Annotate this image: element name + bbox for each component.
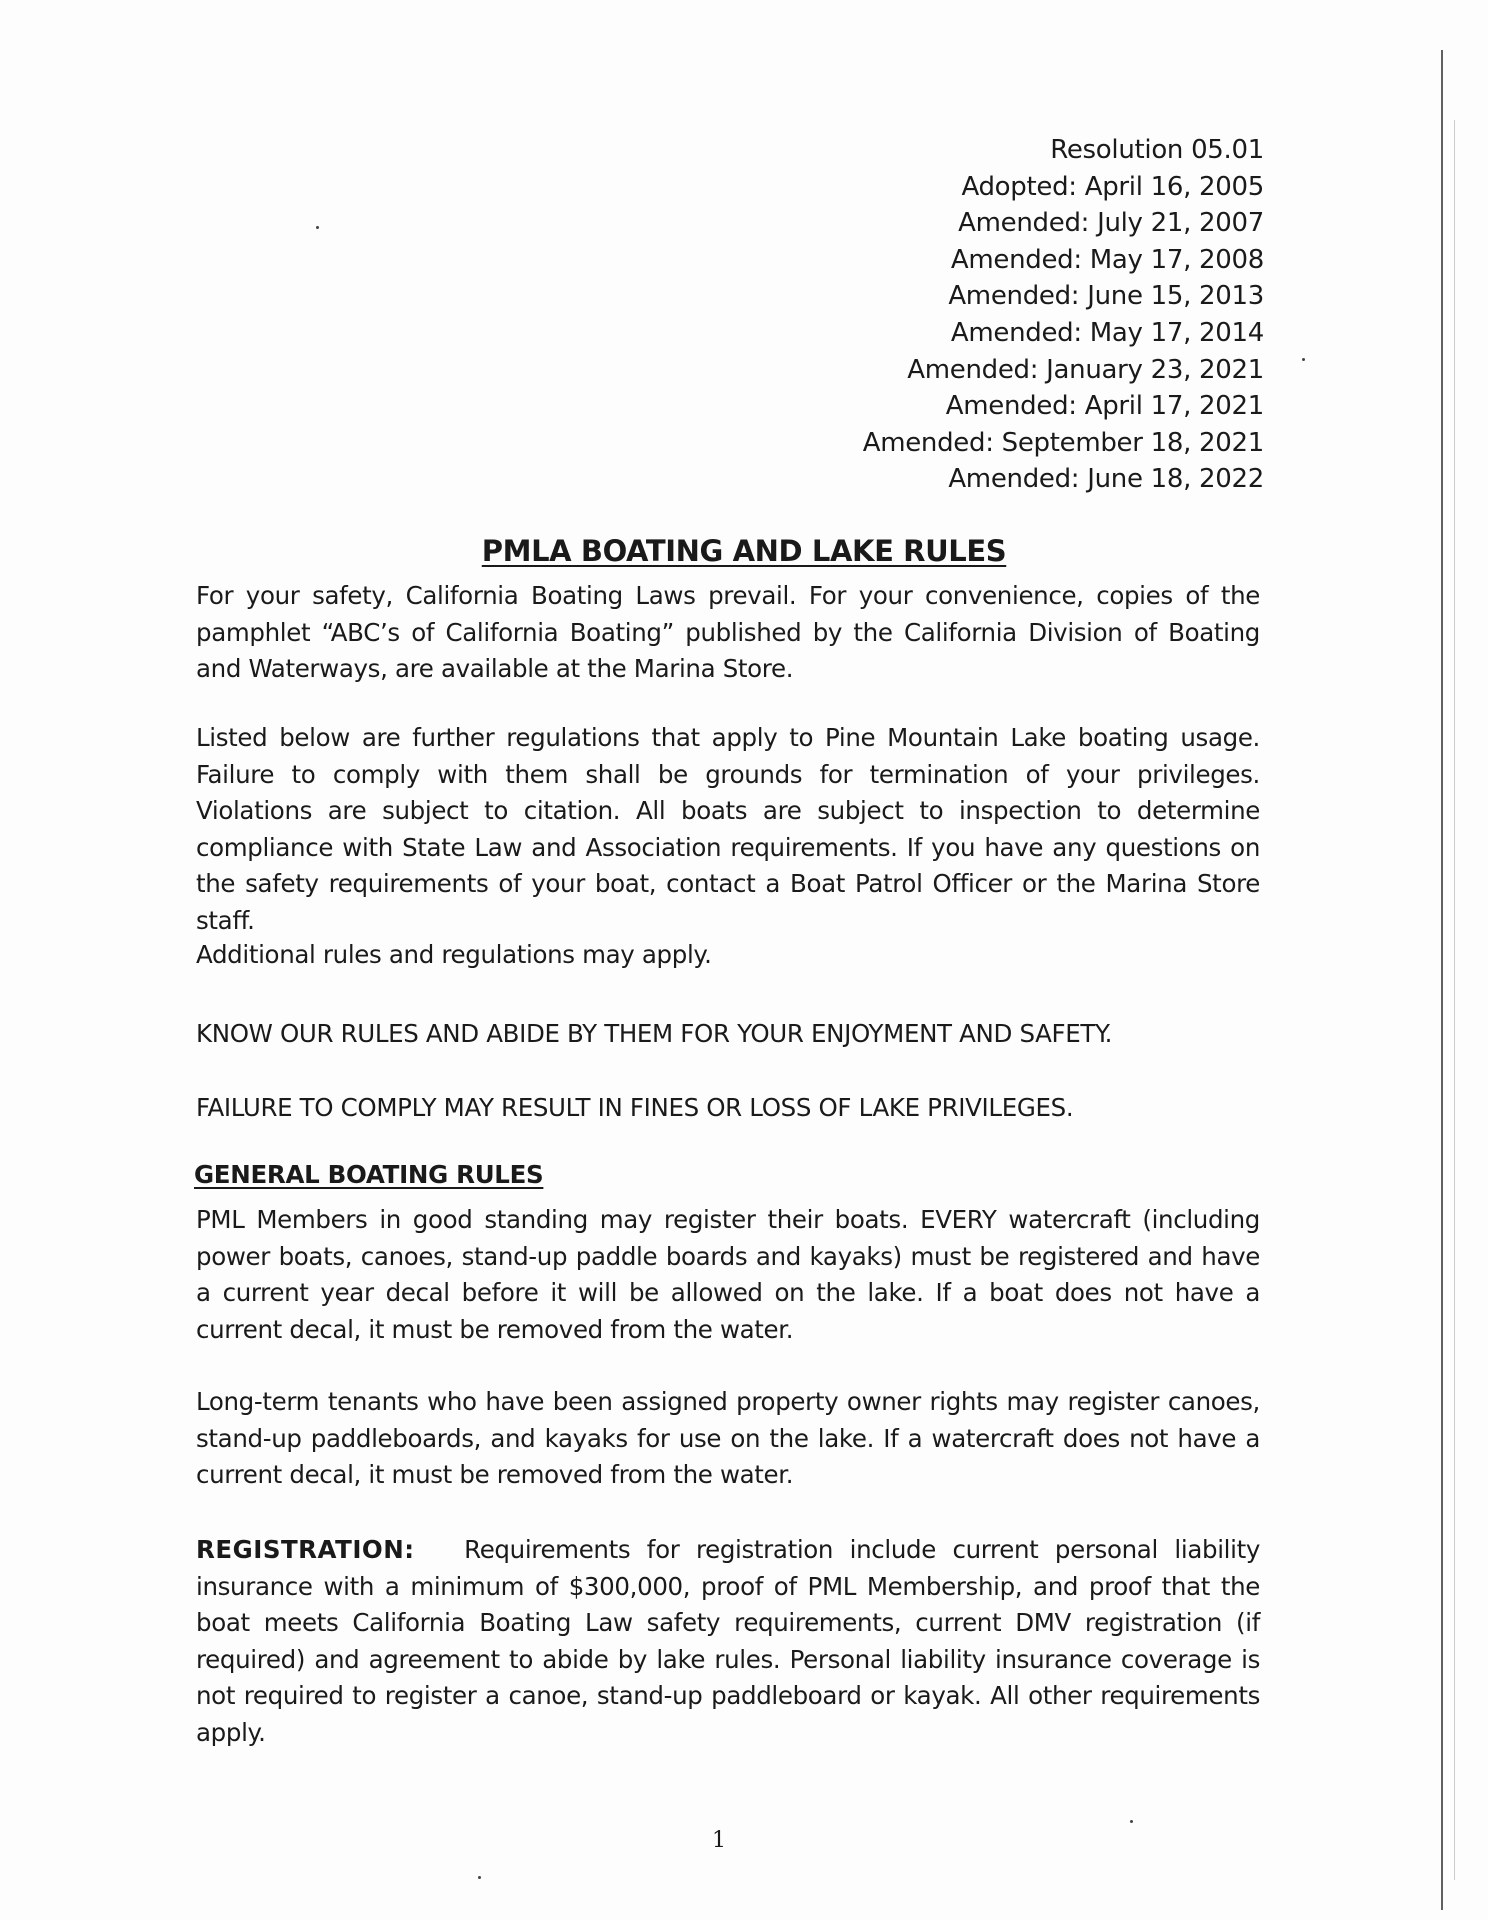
scan-speck	[1130, 1820, 1133, 1823]
amended-date: Amended: May 17, 2008	[950, 244, 1264, 275]
amended-date: Amended: June 15, 2013	[948, 281, 1264, 312]
registration-label: REGISTRATION:	[196, 1535, 415, 1564]
registration-text: Requirements for registration include current personal liability insurance with a minimum of $300,000, proof of PML Membership, and proof that the boat meets California Boating Law safety requirements, current DMV registration (if required) and agreement to abide by lake rules. Personal liability insurance coverage is not required to register a canoe, stand-up paddleboard or kayak. All other requirements apply.	[196, 1535, 1260, 1747]
resolution-number: Resolution 05.01	[1050, 135, 1264, 165]
intro-paragraph: For your safety, California Boating Laws prevail. For your convenience, copies of the pamphlet “ABC’s of California Boating” published by the California Division of Boating and Waterways, are available at the Marina Store.	[196, 581, 1260, 684]
amended-date: Amended: May 17, 2014	[950, 317, 1264, 348]
members-paragraph: PML Members in good standing may register their boats. EVERY watercraft (including power boats, canoes, stand-up paddle boards and kayaks) must be registered and have a current year decal before it will be allowed on the lake. If a boat does not have a current decal, it must be removed from the water.	[196, 1205, 1260, 1344]
tenants-paragraph: Long-term tenants who have been assigned property owner rights may register canoes, stand-up paddleboards, and kayaks for use on the lake. If a watercraft does not have a current decal, it must be removed from the water.	[196, 1387, 1260, 1490]
document-title: PMLA BOATING AND LAKE RULES	[481, 534, 1007, 568]
amendment-history	[863, 132, 1264, 498]
scan-speck	[478, 1876, 481, 1879]
know-rules-text: KNOW OUR RULES AND ABIDE BY THEM FOR YOUR ENJOYMENT AND SAFETY.	[196, 1019, 1113, 1048]
registration-paragraph	[196, 1532, 1260, 1752]
failure-warning-text: FAILURE TO COMPLY MAY RESULT IN FINES OR LOSS OF LAKE PRIVILEGES.	[196, 1093, 1074, 1122]
scan-edge-line-faint	[1454, 120, 1455, 1880]
amended-date: Amended: September 18, 2021	[862, 427, 1264, 458]
scan-speck	[1302, 358, 1305, 361]
adopted-date: Adopted: April 16, 2005	[961, 171, 1264, 202]
amended-date: Amended: January 23, 2021	[907, 354, 1264, 385]
additional-rules-text: Additional rules and regulations may apply.	[196, 940, 712, 969]
scan-speck	[316, 226, 319, 229]
general-rules-heading: GENERAL BOATING RULES	[194, 1160, 544, 1189]
scan-edge-line	[1441, 50, 1443, 1910]
amended-date: Amended: July 21, 2007	[958, 208, 1264, 239]
page-number: 1	[712, 1828, 726, 1853]
amended-date: Amended: June 18, 2022	[948, 464, 1264, 495]
amended-date: Amended: April 17, 2021	[945, 391, 1264, 422]
regulations-paragraph: Listed below are further regulations that apply to Pine Mountain Lake boating usage. Failure to comply with them shall be grounds for termination of your privileges. Violations are subject to citation. All boats are subject to inspection to determine compliance with State Law and Association requirements. If you have any questions on the safety requirements of your boat, contact a Boat Patrol Officer or the Marina Store staff.	[196, 723, 1260, 935]
